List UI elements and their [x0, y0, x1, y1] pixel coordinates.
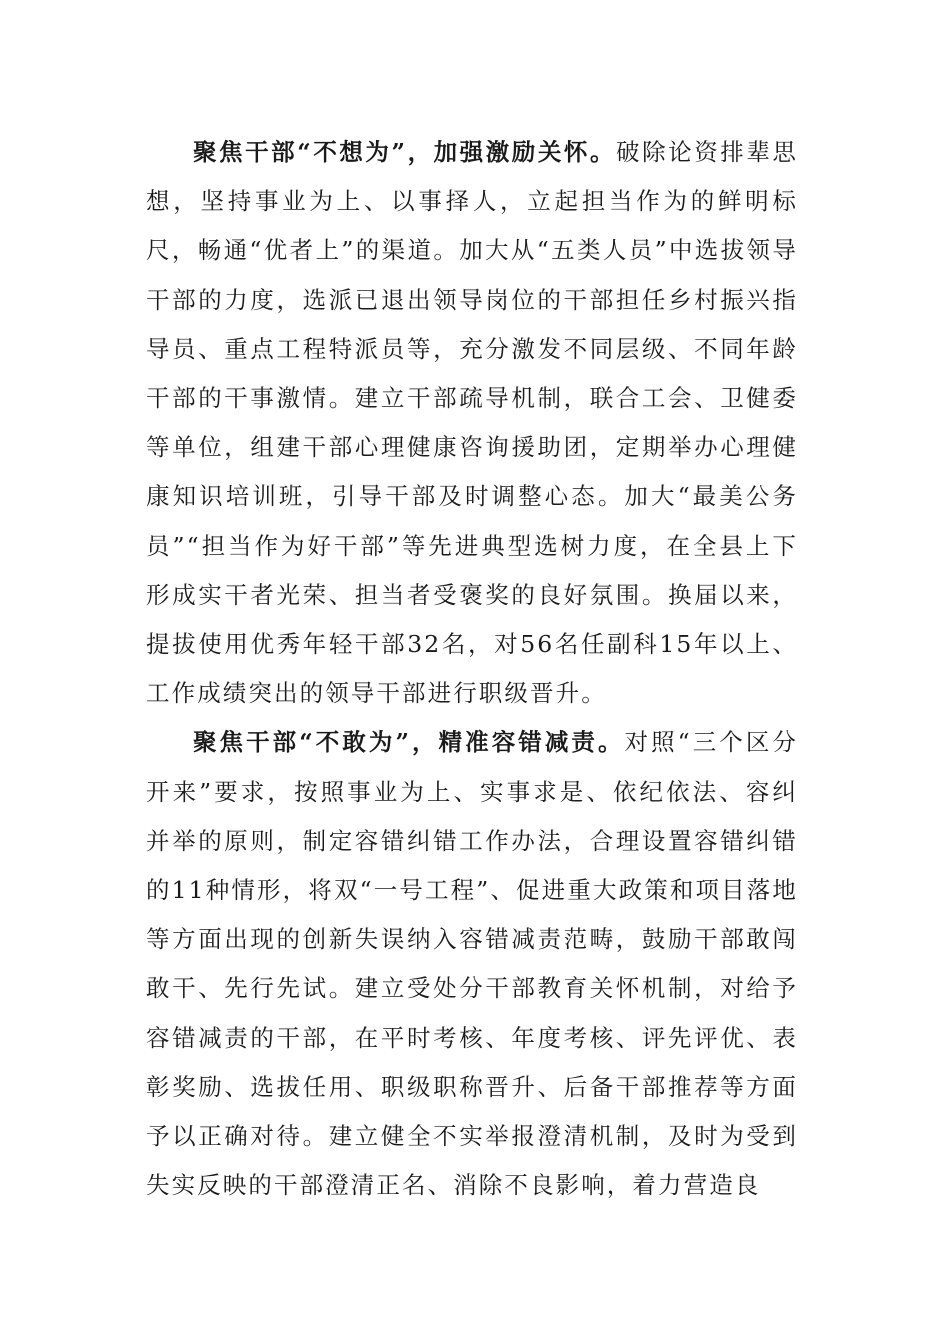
paragraph-1-lead: 聚焦干部“不想为”，加强激励关怀。: [193, 138, 617, 166]
paragraph-1-body: 破除论资排辈思想，坚持事业为上、以事择人，立起担当作为的鲜明标尺，畅通“优者上”的渠道。加大从“五类人员”中选拔领导干部的力度，选派已退出领导岗位的干部担任乡村振兴指导员、重点工程特派员等，充分激发不同层级、不同年龄干部的干事激情。建立干部疏导机制，联合工会、卫健委等单位，组建干部心理健康咨询援助团，定期举办心理健康知识培训班，引导干部及时调整心态。加大“最美公务员”“担当作为好干部”等先进典型选树力度，在全县上下形成实干者光荣、担当者受褒奖的良好氛围。换届以来，提拔使用优秀年轻干部32名，对56名任副科15年以上、工作成绩突出的领导干部进行职级晋升。: [146, 138, 799, 708]
paragraph-2: [146, 718, 798, 1210]
paragraph-2-body: 对照“三个区分开来”要求，按照事业为上、实事求是、依纪依法、容纠并举的原则，制定容错纠错工作办法，合理设置容错纠错的11种情形，将双“一号工程”、促进重大政策和项目落地等方面出现的创新失误纳入容错减责范畴，鼓励干部敢闯敢干、先行先试。建立受处分干部教育关怀机制，对给予容错减责的干部，在平时考核、年度考核、评先评优、表彰奖励、选拔任用、职级职称晋升、后备干部推荐等方面予以正确对待。建立健全不实举报澄清机制，及时为受到失实反映的干部澄清正名、消除不良影响，着力营造良: [146, 728, 798, 1200]
paragraph-2-lead: 聚焦干部“不敢为”，精准容错减责。: [193, 728, 625, 757]
paragraph-1: [146, 128, 798, 718]
document-body: [146, 128, 798, 1210]
